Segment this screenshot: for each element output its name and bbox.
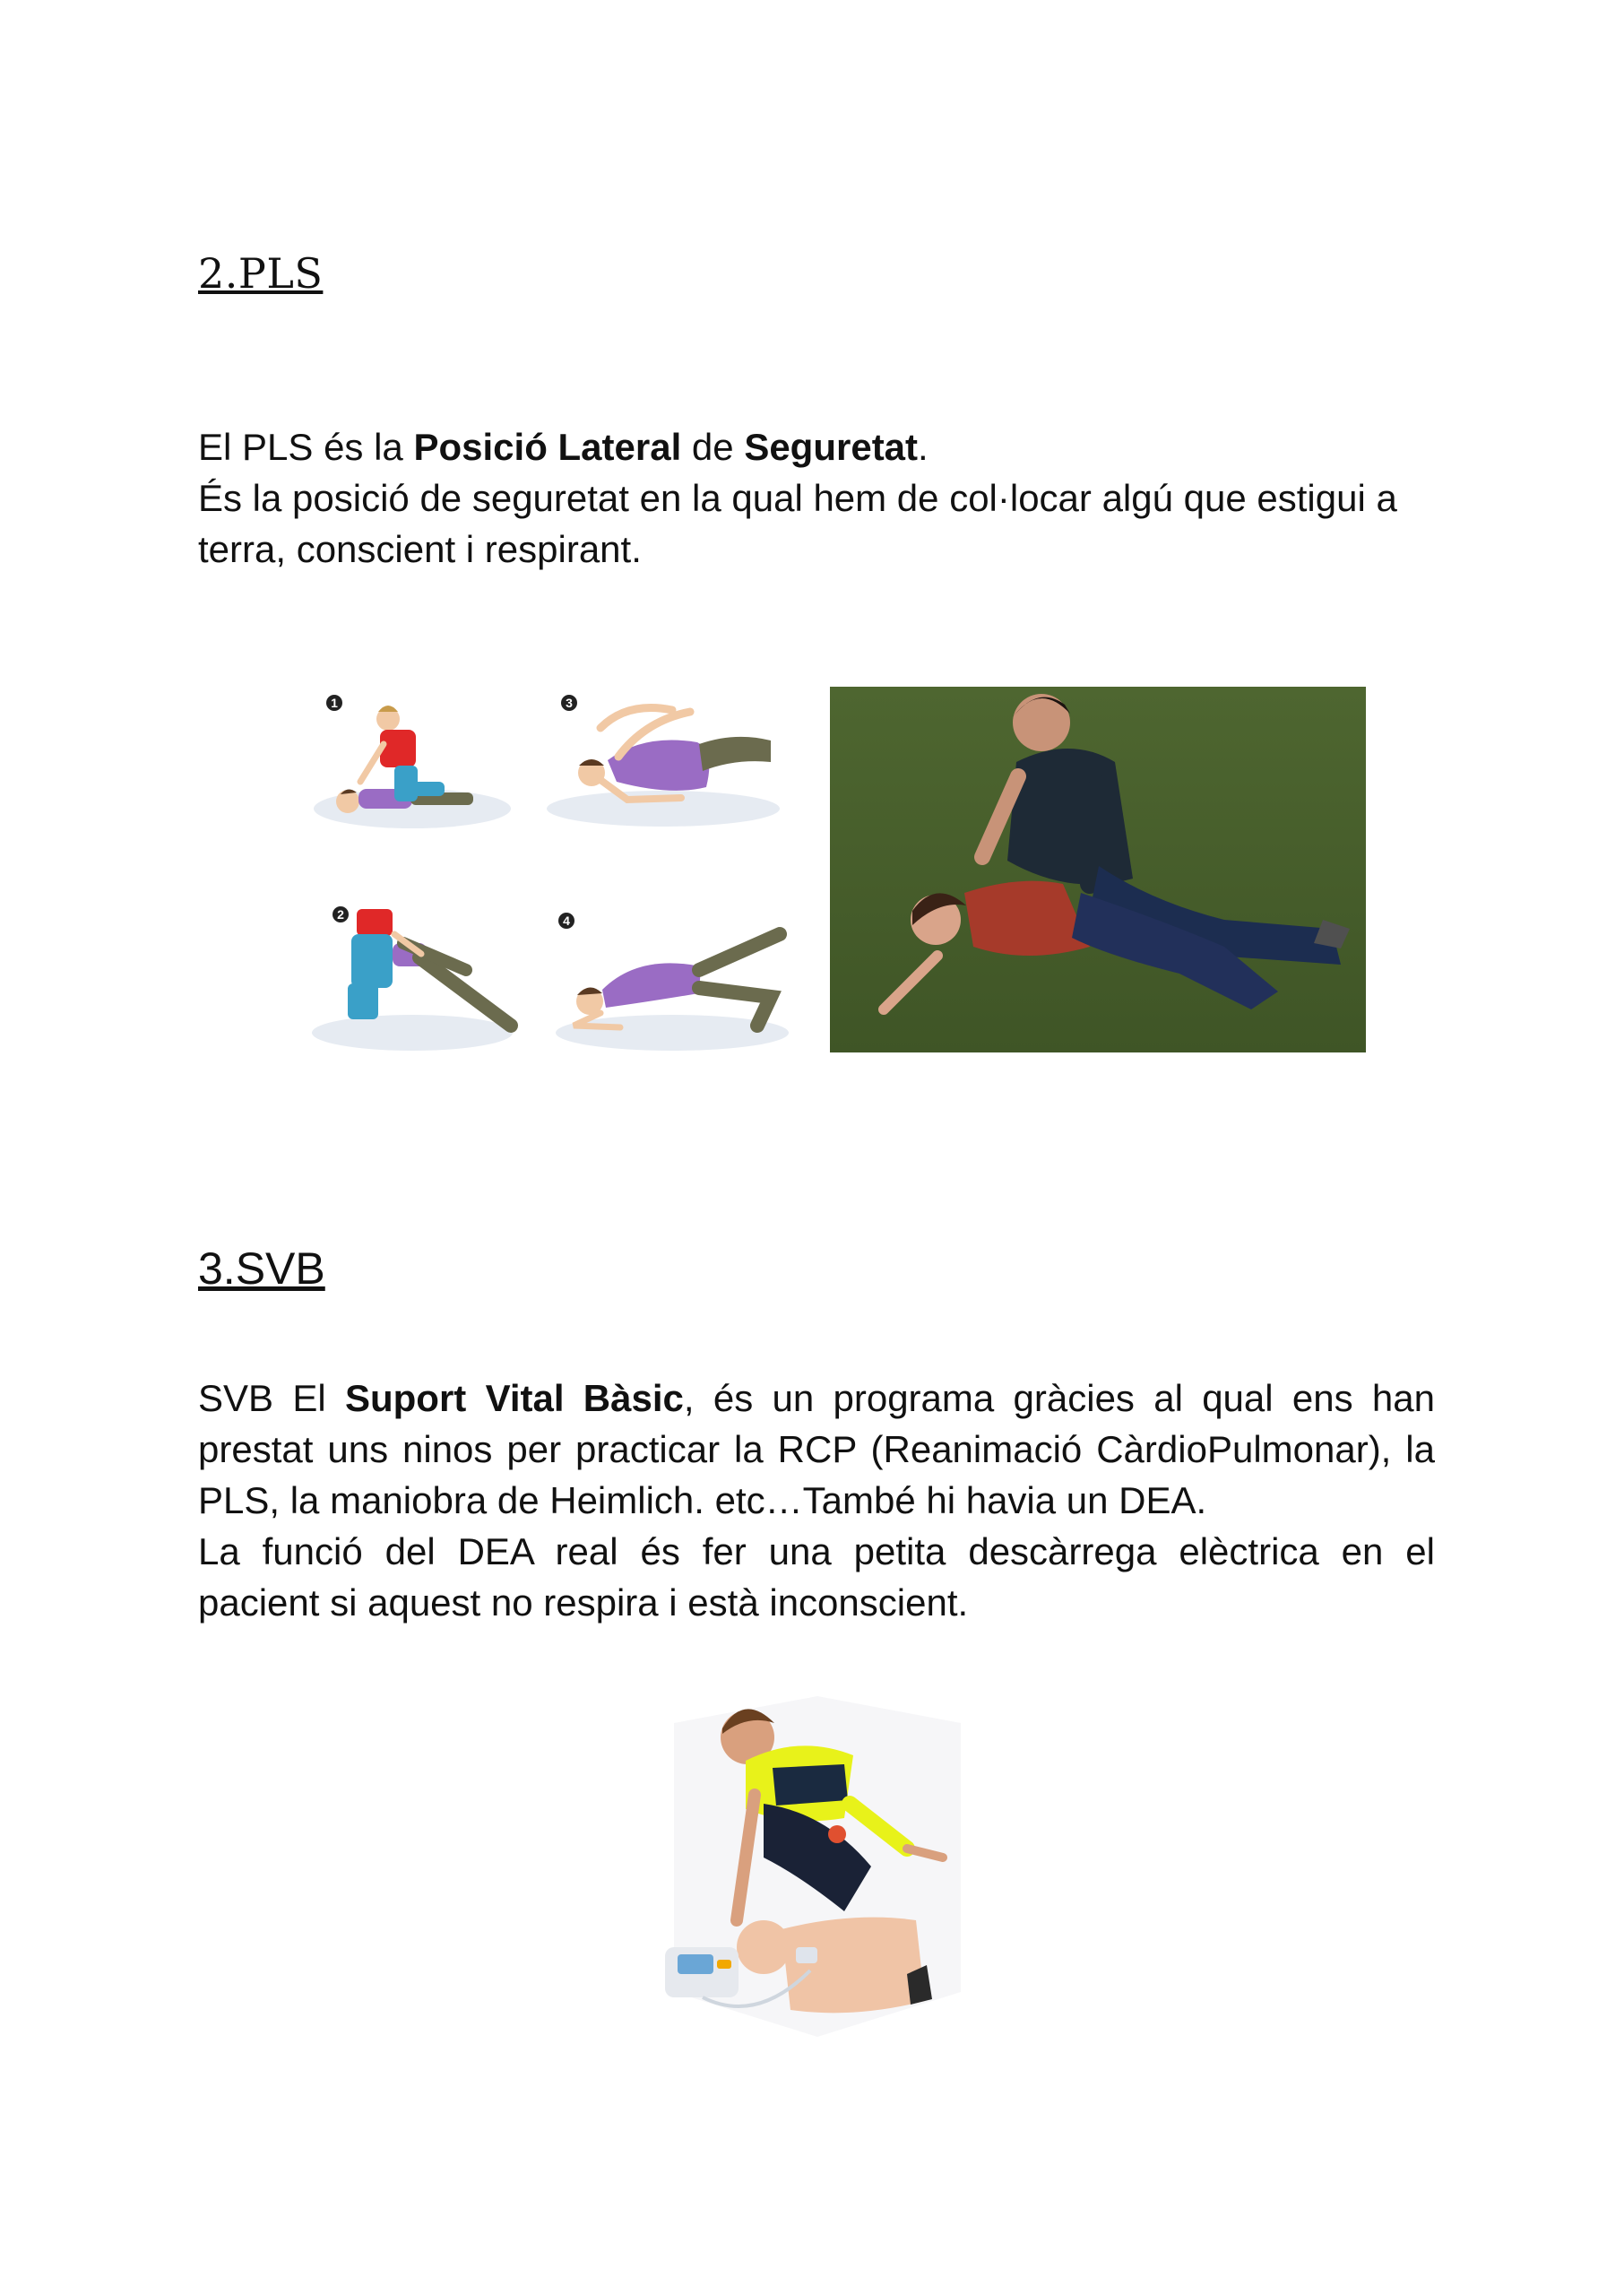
cpr-mannequin-aed-image [638, 1687, 1006, 2046]
section-heading-pls: 2.PLS [198, 249, 324, 298]
step-number: 2 [337, 907, 344, 922]
recovery-position-photo [830, 687, 1366, 1052]
step-number: 3 [566, 696, 573, 710]
step-3-panel [547, 695, 780, 827]
recovery-position-steps-illustration [305, 674, 796, 1060]
section-heading-svb: 3.SVB [198, 1243, 325, 1294]
dea-function-line: La funció del DEA real és fer una petita descàrrega elèctrica en el [198, 1530, 1435, 1572]
svb-description-line: prestat uns ninos per practicar la RCP (Reanimació CàrdioPulmonar), la [198, 1428, 1435, 1470]
step-2-panel [312, 906, 513, 1051]
svb-description-line: PLS, la maniobra de Heimlich. etc…També hi havia un DEA. [198, 1479, 1207, 1521]
step-4-panel [556, 913, 789, 1051]
pls-description [198, 421, 1435, 575]
step-number: 4 [563, 914, 570, 928]
term-seguretat: Seguretat [744, 426, 919, 468]
pls-definition-line: El PLS és la Posició Lateral de Seguretat. [198, 426, 929, 468]
svb-description [198, 1373, 1435, 1628]
pls-description-line: terra, conscient i respirant. [198, 528, 642, 570]
term-suport-vital-basic: Suport Vital Bàsic [344, 1377, 684, 1419]
dea-function-line: pacient si aquest no respira i està inconscient. [198, 1581, 969, 1624]
term-posicio-lateral: Posició Lateral [413, 426, 682, 468]
step-1-panel [314, 695, 511, 828]
svb-description-line: SVB El Suport Vital Bàsic, és un programa gràcies al qual ens han [198, 1377, 1435, 1419]
pls-description-line: És la posició de seguretat en la qual hem de col·locar algú que estigui a [198, 477, 1397, 519]
step-number: 1 [331, 696, 338, 710]
